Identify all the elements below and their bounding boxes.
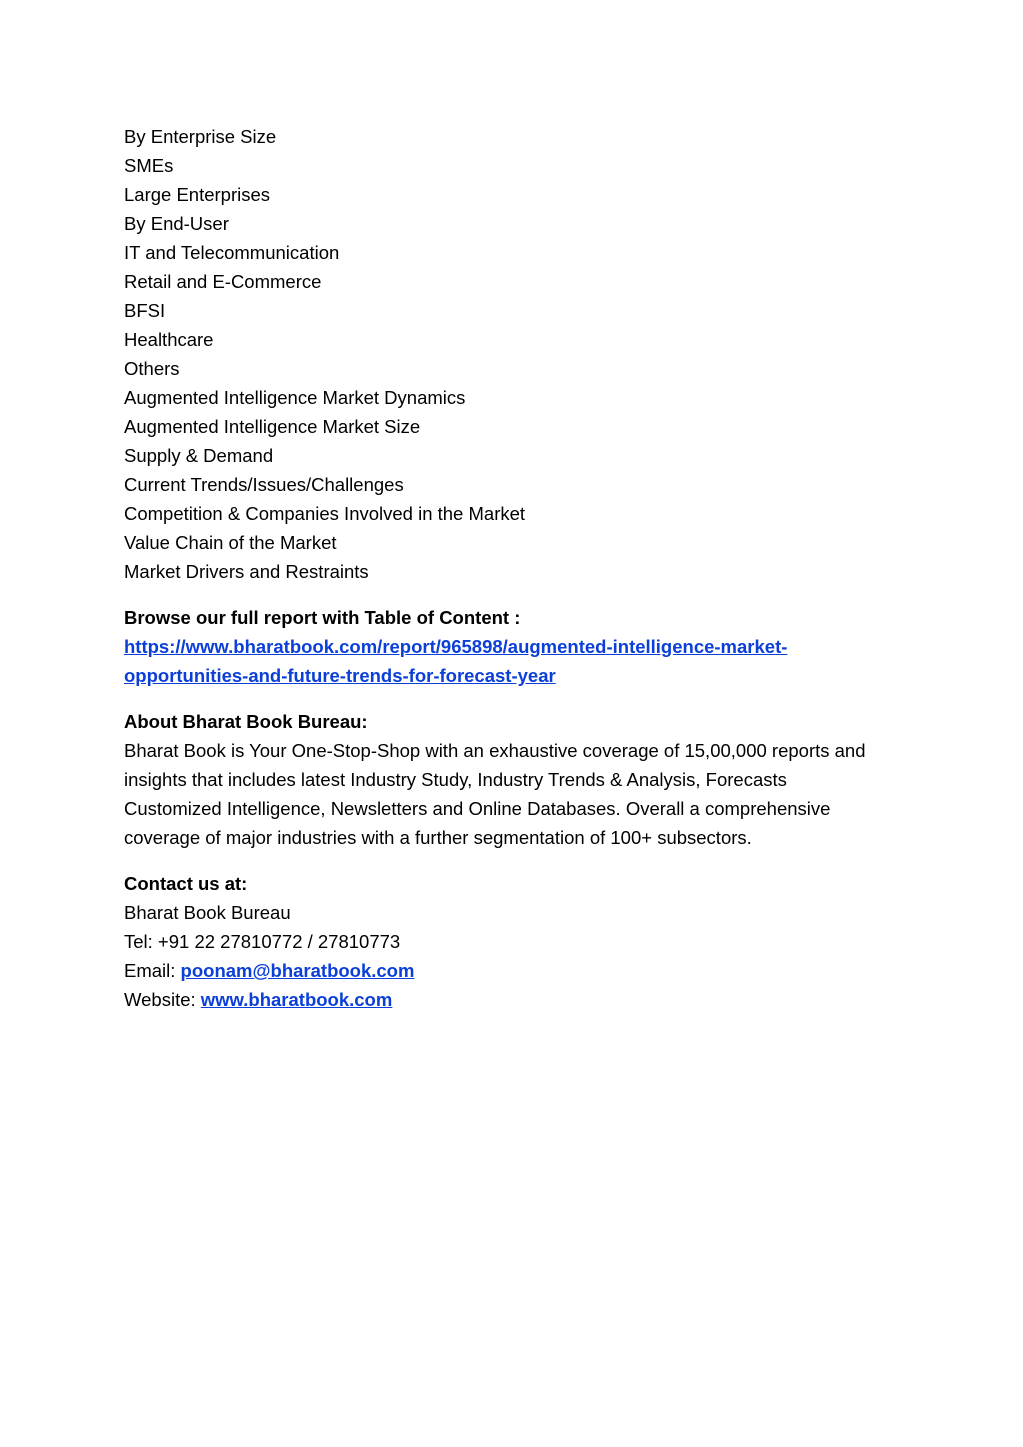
about-text-line: coverage of major industries with a further segmentation of 100+ subsectors. <box>124 827 752 848</box>
contact-email-row <box>124 956 904 985</box>
about-heading: About Bharat Book Bureau: <box>124 711 368 732</box>
list-item: Market Drivers and Restraints <box>124 561 369 582</box>
contact-website-row <box>124 985 904 1014</box>
list-item: Large Enterprises <box>124 184 271 205</box>
browse-heading: Browse our full report with Table of Content : <box>124 607 521 628</box>
list-item: Augmented Intelligence Market Size <box>124 416 421 437</box>
list-item: SMEs <box>124 155 174 176</box>
website-link[interactable]: www.bharatbook.com <box>200 989 393 1010</box>
list-item: IT and Telecommunication <box>124 242 340 263</box>
about-section <box>124 707 904 852</box>
browse-section <box>124 603 904 690</box>
list-item: Current Trends/Issues/Challenges <box>124 474 404 495</box>
contact-tel: Tel: +91 22 27810772 / 27810773 <box>124 931 401 952</box>
contact-heading: Contact us at: <box>124 873 248 894</box>
email-link[interactable]: poonam@bharatbook.com <box>180 960 415 981</box>
list-item: BFSI <box>124 300 166 321</box>
list-item: Retail and E-Commerce <box>124 271 322 292</box>
website-label: Website: <box>124 989 201 1010</box>
email-label: Email: <box>124 960 181 981</box>
list-item: By Enterprise Size <box>124 126 277 147</box>
segment-list <box>124 122 904 586</box>
list-item: Value Chain of the Market <box>124 532 337 553</box>
list-item: Others <box>124 358 180 379</box>
list-item: Healthcare <box>124 329 214 350</box>
contact-company: Bharat Book Bureau <box>124 902 291 923</box>
about-text-line: Customized Intelligence, Newsletters and Online Databases. Overall a comprehensive <box>124 798 831 819</box>
report-link-line-2[interactable]: opportunities-and-future-trends-for-forecast-year <box>124 665 556 686</box>
report-link-line-1[interactable]: https://www.bharatbook.com/report/965898/augmented-intelligence-market- <box>124 636 788 657</box>
document-page <box>124 122 904 1014</box>
list-item: By End-User <box>124 213 229 234</box>
list-item: Augmented Intelligence Market Dynamics <box>124 387 466 408</box>
list-item: Supply & Demand <box>124 445 274 466</box>
about-text-line: insights that includes latest Industry Study, Industry Trends & Analysis, Forecasts <box>124 769 787 790</box>
report-link[interactable] <box>124 632 904 690</box>
about-text-line: Bharat Book is Your One-Stop-Shop with an exhaustive coverage of 15,00,000 reports and <box>124 740 866 761</box>
list-item: Competition & Companies Involved in the Market <box>124 503 526 524</box>
contact-section <box>124 869 904 1014</box>
